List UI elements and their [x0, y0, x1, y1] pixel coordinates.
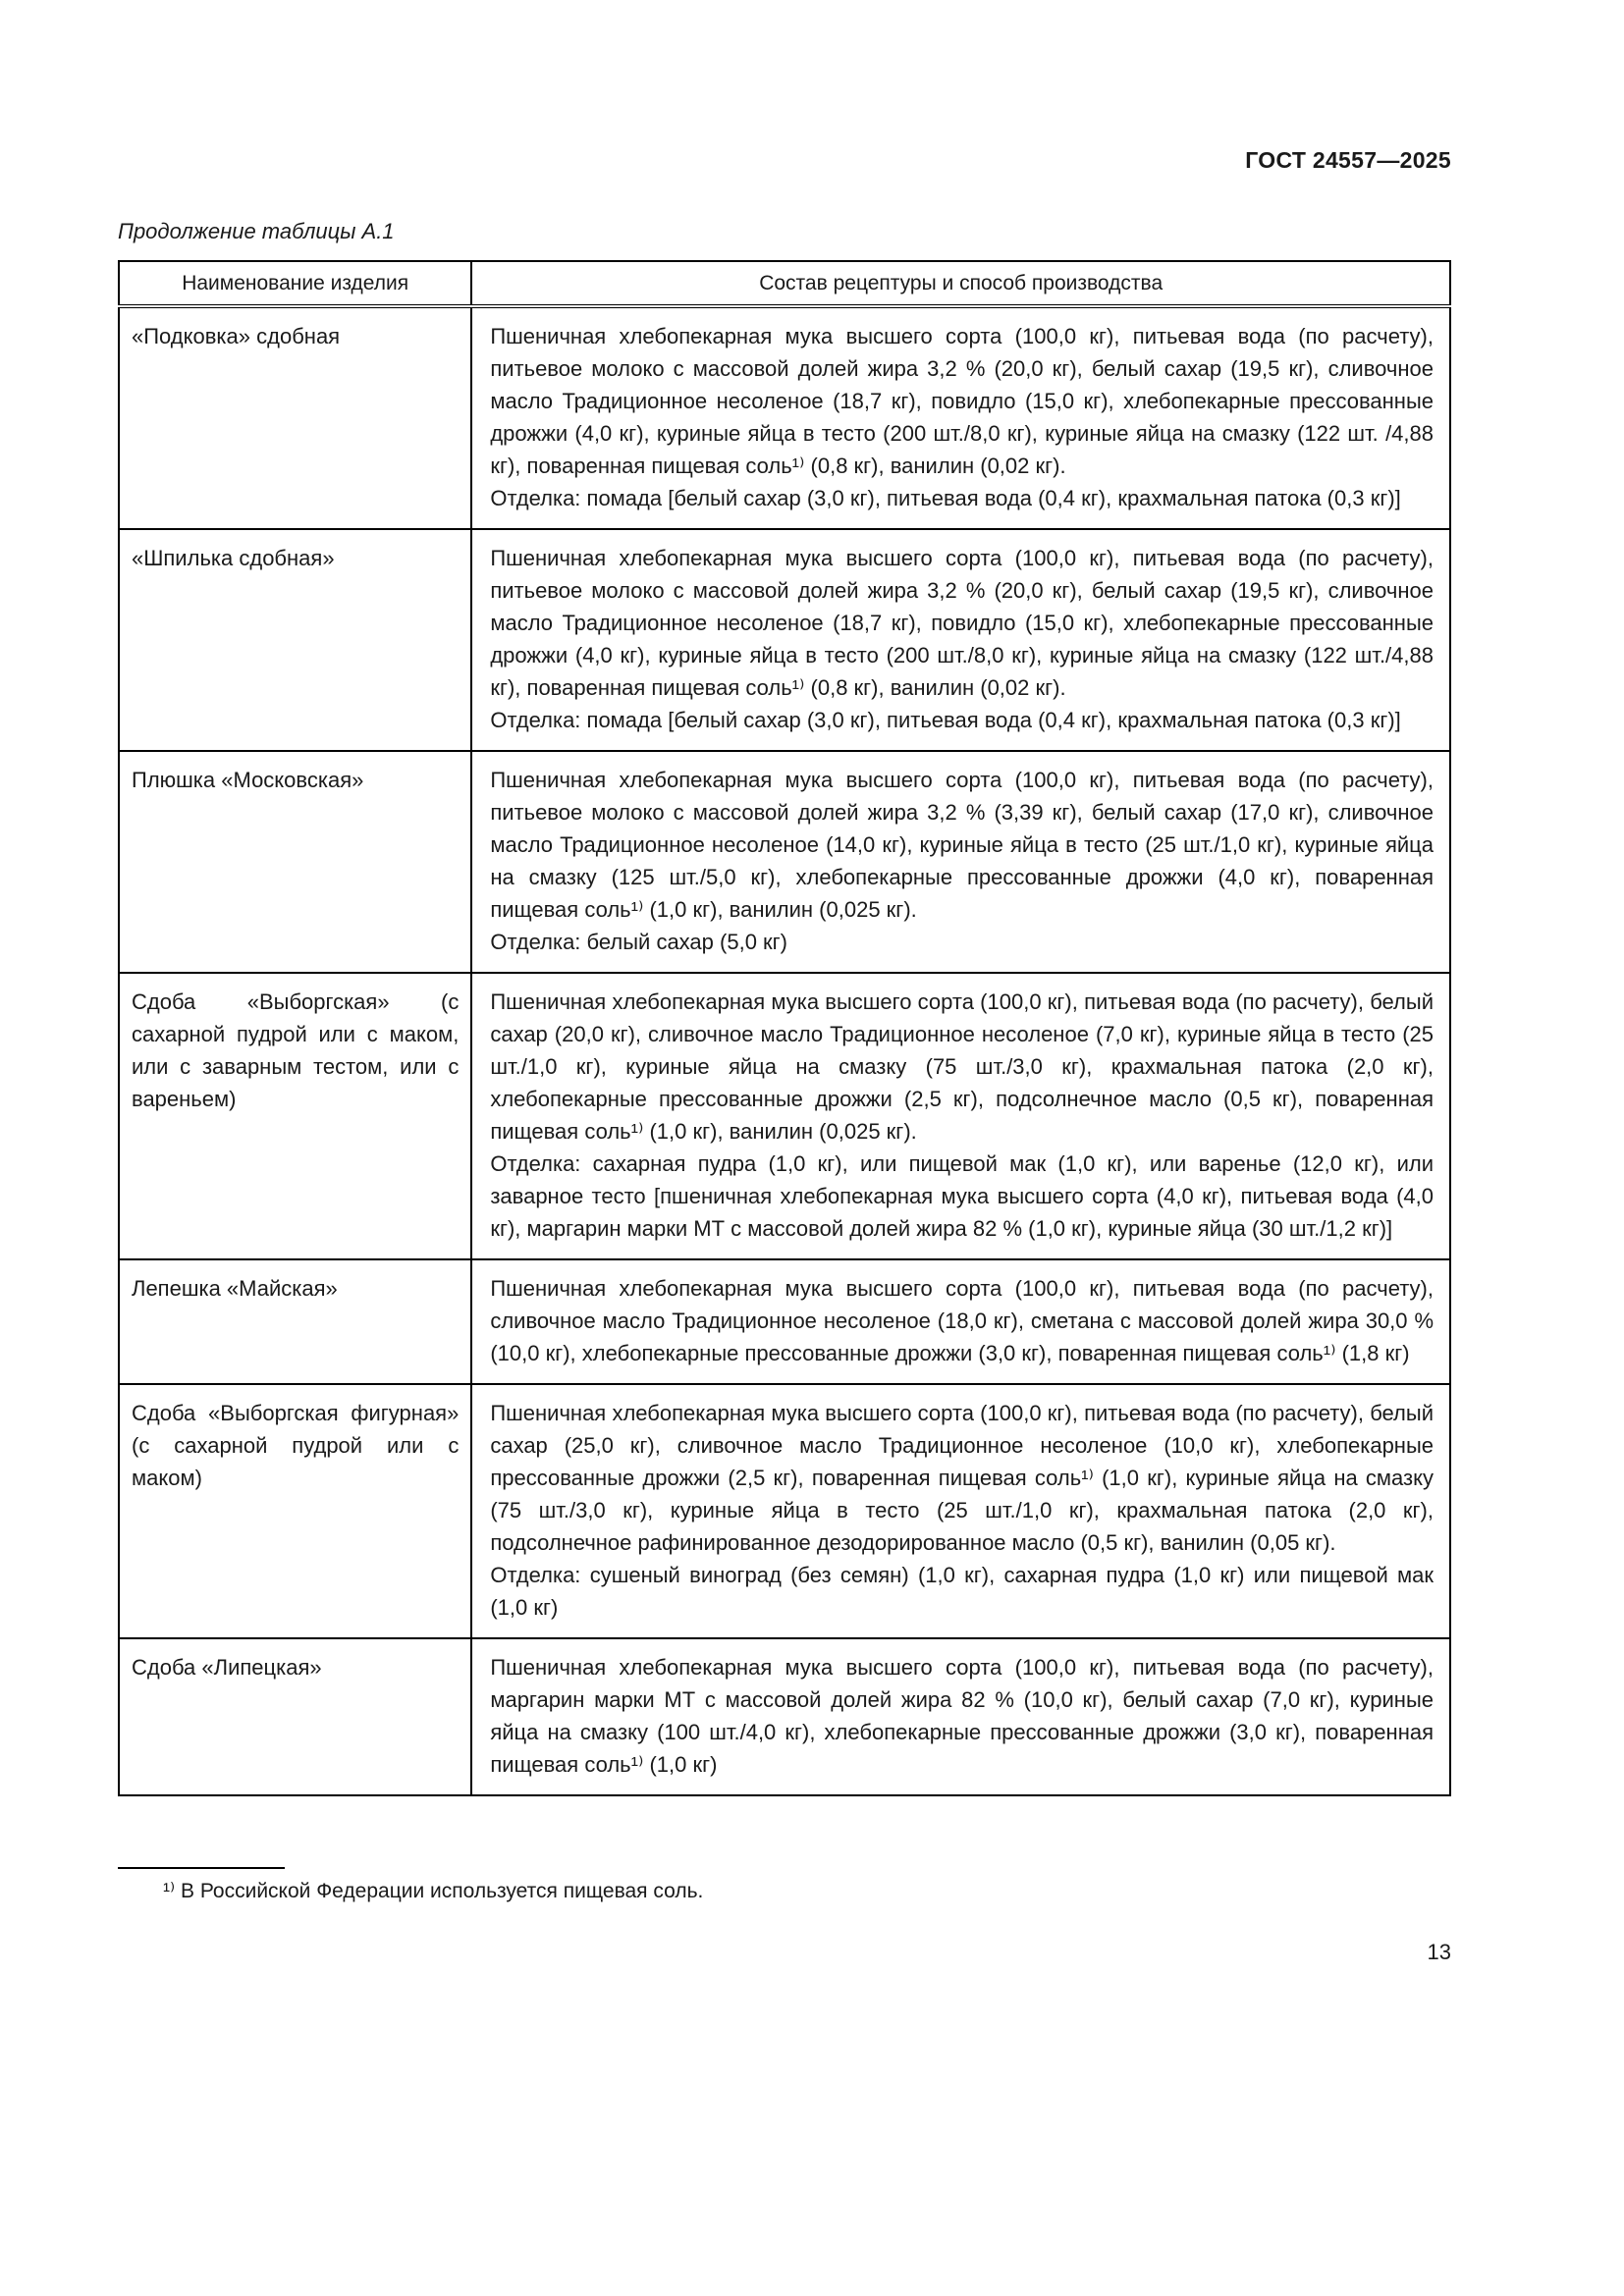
table-row [119, 306, 1450, 529]
composition-cell [471, 973, 1450, 1259]
table-row [119, 751, 1450, 973]
table-caption: Продолжение таблицы А.1 [118, 219, 395, 243]
product-name-cell: Сдоба «Липецкая» [119, 1638, 471, 1795]
composition-cell [471, 751, 1450, 973]
composition-paragraph: Отделка: помада [белый сахар (3,0 кг), питьевая вода (0,4 кг), крахмальная патока (0,3 кг)] [490, 708, 1401, 732]
recipe-table [118, 260, 1451, 1796]
footnote-rule [118, 1867, 285, 1869]
product-name-cell: Плюшка «Московская» [119, 751, 471, 973]
product-name-cell: «Шпилька сдобная» [119, 529, 471, 751]
composition-paragraph: Пшеничная хлебопекарная мука высшего сорта (100,0 кг), питьевая вода (по расчету), питьевое молоко с массовой долей жира 3,2 % (3,39 кг), белый сахар (17,0 кг), сливочное масло Традиционное несоленое (14,0 кг), куриные яйца в тесто (25 шт./1,0 кг), куриные яйца на смазку (125 шт./5,0 кг), хлебопекарные прессованные дрожжи (4,0 кг), поваренная пищевая соль¹⁾ (1,0 кг), ванилин (0,025 кг). [490, 768, 1434, 922]
product-name-cell: Лепешка «Майская» [119, 1259, 471, 1384]
composition-paragraph: Пшеничная хлебопекарная мука высшего сорта (100,0 кг), питьевая вода (по расчету), питьевое молоко с массовой долей жира 3,2 % (20,0 кг), белый сахар (19,5 кг), сливочное масло Традиционное несоленое (18,7 кг), повидло (15,0 кг), хлебопекарные прессованные дрожжи (4,0 кг), куриные яйца в тесто (200 шт./8,0 кг), куриные яйца на смазку (122 шт. /4,88 кг), поваренная пищевая соль¹⁾ (0,8 кг), ванилин (0,02 кг). [490, 324, 1434, 478]
composition-paragraph: Пшеничная хлебопекарная мука высшего сорта (100,0 кг), питьевая вода (по расчету), сливочное масло Традиционное несоленое (18,0 кг), сметана с массовой долей жира 30,0 % (10,0 кг), хлебопекарные прессованные дрожжи (3,0 кг), поваренная пищевая соль¹⁾ (1,8 кг) [490, 1276, 1434, 1365]
table-row [119, 529, 1450, 751]
table-header-row [119, 261, 1450, 306]
column-header-product-name: Наименование изделия [119, 261, 471, 306]
product-name-cell: «Подковка» сдобная [119, 306, 471, 529]
composition-cell [471, 306, 1450, 529]
composition-cell [471, 529, 1450, 751]
table-row [119, 1638, 1450, 1795]
table-body [119, 306, 1450, 1795]
composition-paragraph: Пшеничная хлебопекарная мука высшего сорта (100,0 кг), питьевая вода (по расчету), белый сахар (25,0 кг), сливочное масло Традиционное несоленое (10,0 кг), хлебопекарные прессованные дрожжи (2,5 кг), поваренная пищевая соль¹⁾ (1,0 кг), куриные яйца на смазку (75 шт./3,0 кг), куриные яйца в тесто (25 шт./1,0 кг), крахмальная патока (2,0 кг), подсолнечное рафинированное дезодорированное масло (0,5 кг), ванилин (0,05 кг). [490, 1401, 1434, 1555]
composition-paragraph: Пшеничная хлебопекарная мука высшего сорта (100,0 кг), питьевая вода (по расчету), белый сахар (20,0 кг), сливочное масло Традиционное несоленое (7,0 кг), куриные яйца в тесто (25 шт./1,0 кг), куриные яйца на смазку (75 шт./3,0 кг), крахмальная патока (2,0 кг), хлебопекарные прессованные дрожжи (2,5 кг), подсолнечное масло (0,5 кг), поваренная пищевая соль¹⁾ (1,0 кг), ванилин (0,025 кг). [490, 989, 1434, 1144]
page-number: 13 [1427, 1940, 1451, 1964]
table-row [119, 973, 1450, 1259]
composition-paragraph: Пшеничная хлебопекарная мука высшего сорта (100,0 кг), питьевая вода (по расчету), питьевое молоко с массовой долей жира 3,2 % (20,0 кг), белый сахар (19,5 кг), сливочное масло Традиционное несоленое (18,7 кг), повидло (15,0 кг), хлебопекарные прессованные дрожжи (4,0 кг), куриные яйца в тесто (200 шт./8,0 кг), куриные яйца на смазку (122 шт./4,88 кг), поваренная пищевая соль¹⁾ (0,8 кг), ванилин (0,02 кг). [490, 546, 1434, 700]
composition-paragraph: Отделка: сушеный виноград (без семян) (1,0 кг), сахарная пудра (1,0 кг) или пищевой мак (1,0 кг) [490, 1563, 1434, 1620]
footnote-block [118, 1867, 1451, 1906]
document-header-gost-number: ГОСТ 24557—2025 [1245, 147, 1451, 173]
composition-paragraph: Пшеничная хлебопекарная мука высшего сорта (100,0 кг), питьевая вода (по расчету), маргарин марки МТ с массовой долей жира 82 % (10,0 кг), белый сахар (7,0 кг), куриные яйца на смазку (100 шт./4,0 кг), хлебопекарные прессованные дрожжи (3,0 кг), поваренная пищевая соль¹⁾ (1,0 кг) [490, 1655, 1434, 1777]
composition-paragraph: Отделка: белый сахар (5,0 кг) [490, 930, 788, 954]
column-header-composition: Состав рецептуры и способ производства [471, 261, 1450, 306]
composition-paragraph: Отделка: помада [белый сахар (3,0 кг), питьевая вода (0,4 кг), крахмальная патока (0,3 кг)] [490, 486, 1401, 510]
table-header [119, 261, 1450, 306]
table-row [119, 1259, 1450, 1384]
footnote-text: ¹⁾ В Российской Федерации используется пищевая соль. [163, 1880, 704, 1902]
composition-paragraph: Отделка: сахарная пудра (1,0 кг), или пищевой мак (1,0 кг), или варенье (12,0 кг), или заварное тесто [пшеничная хлебопекарная мука высшего сорта (4,0 кг), питьевая вода (4,0 кг), маргарин марки МТ с массовой долей жира 82 % (1,0 кг), куриные яйца (30 шт./1,2 кг)] [490, 1151, 1434, 1241]
composition-cell [471, 1259, 1450, 1384]
table-row [119, 1384, 1450, 1638]
product-name-cell: Сдоба «Выборгская» (с сахарной пудрой или с маком, или с заварным тестом, или с вареньем) [119, 973, 471, 1259]
composition-cell [471, 1384, 1450, 1638]
product-name-cell: Сдоба «Выборгская фигурная» (с сахарной пудрой или с маком) [119, 1384, 471, 1638]
composition-cell [471, 1638, 1450, 1795]
